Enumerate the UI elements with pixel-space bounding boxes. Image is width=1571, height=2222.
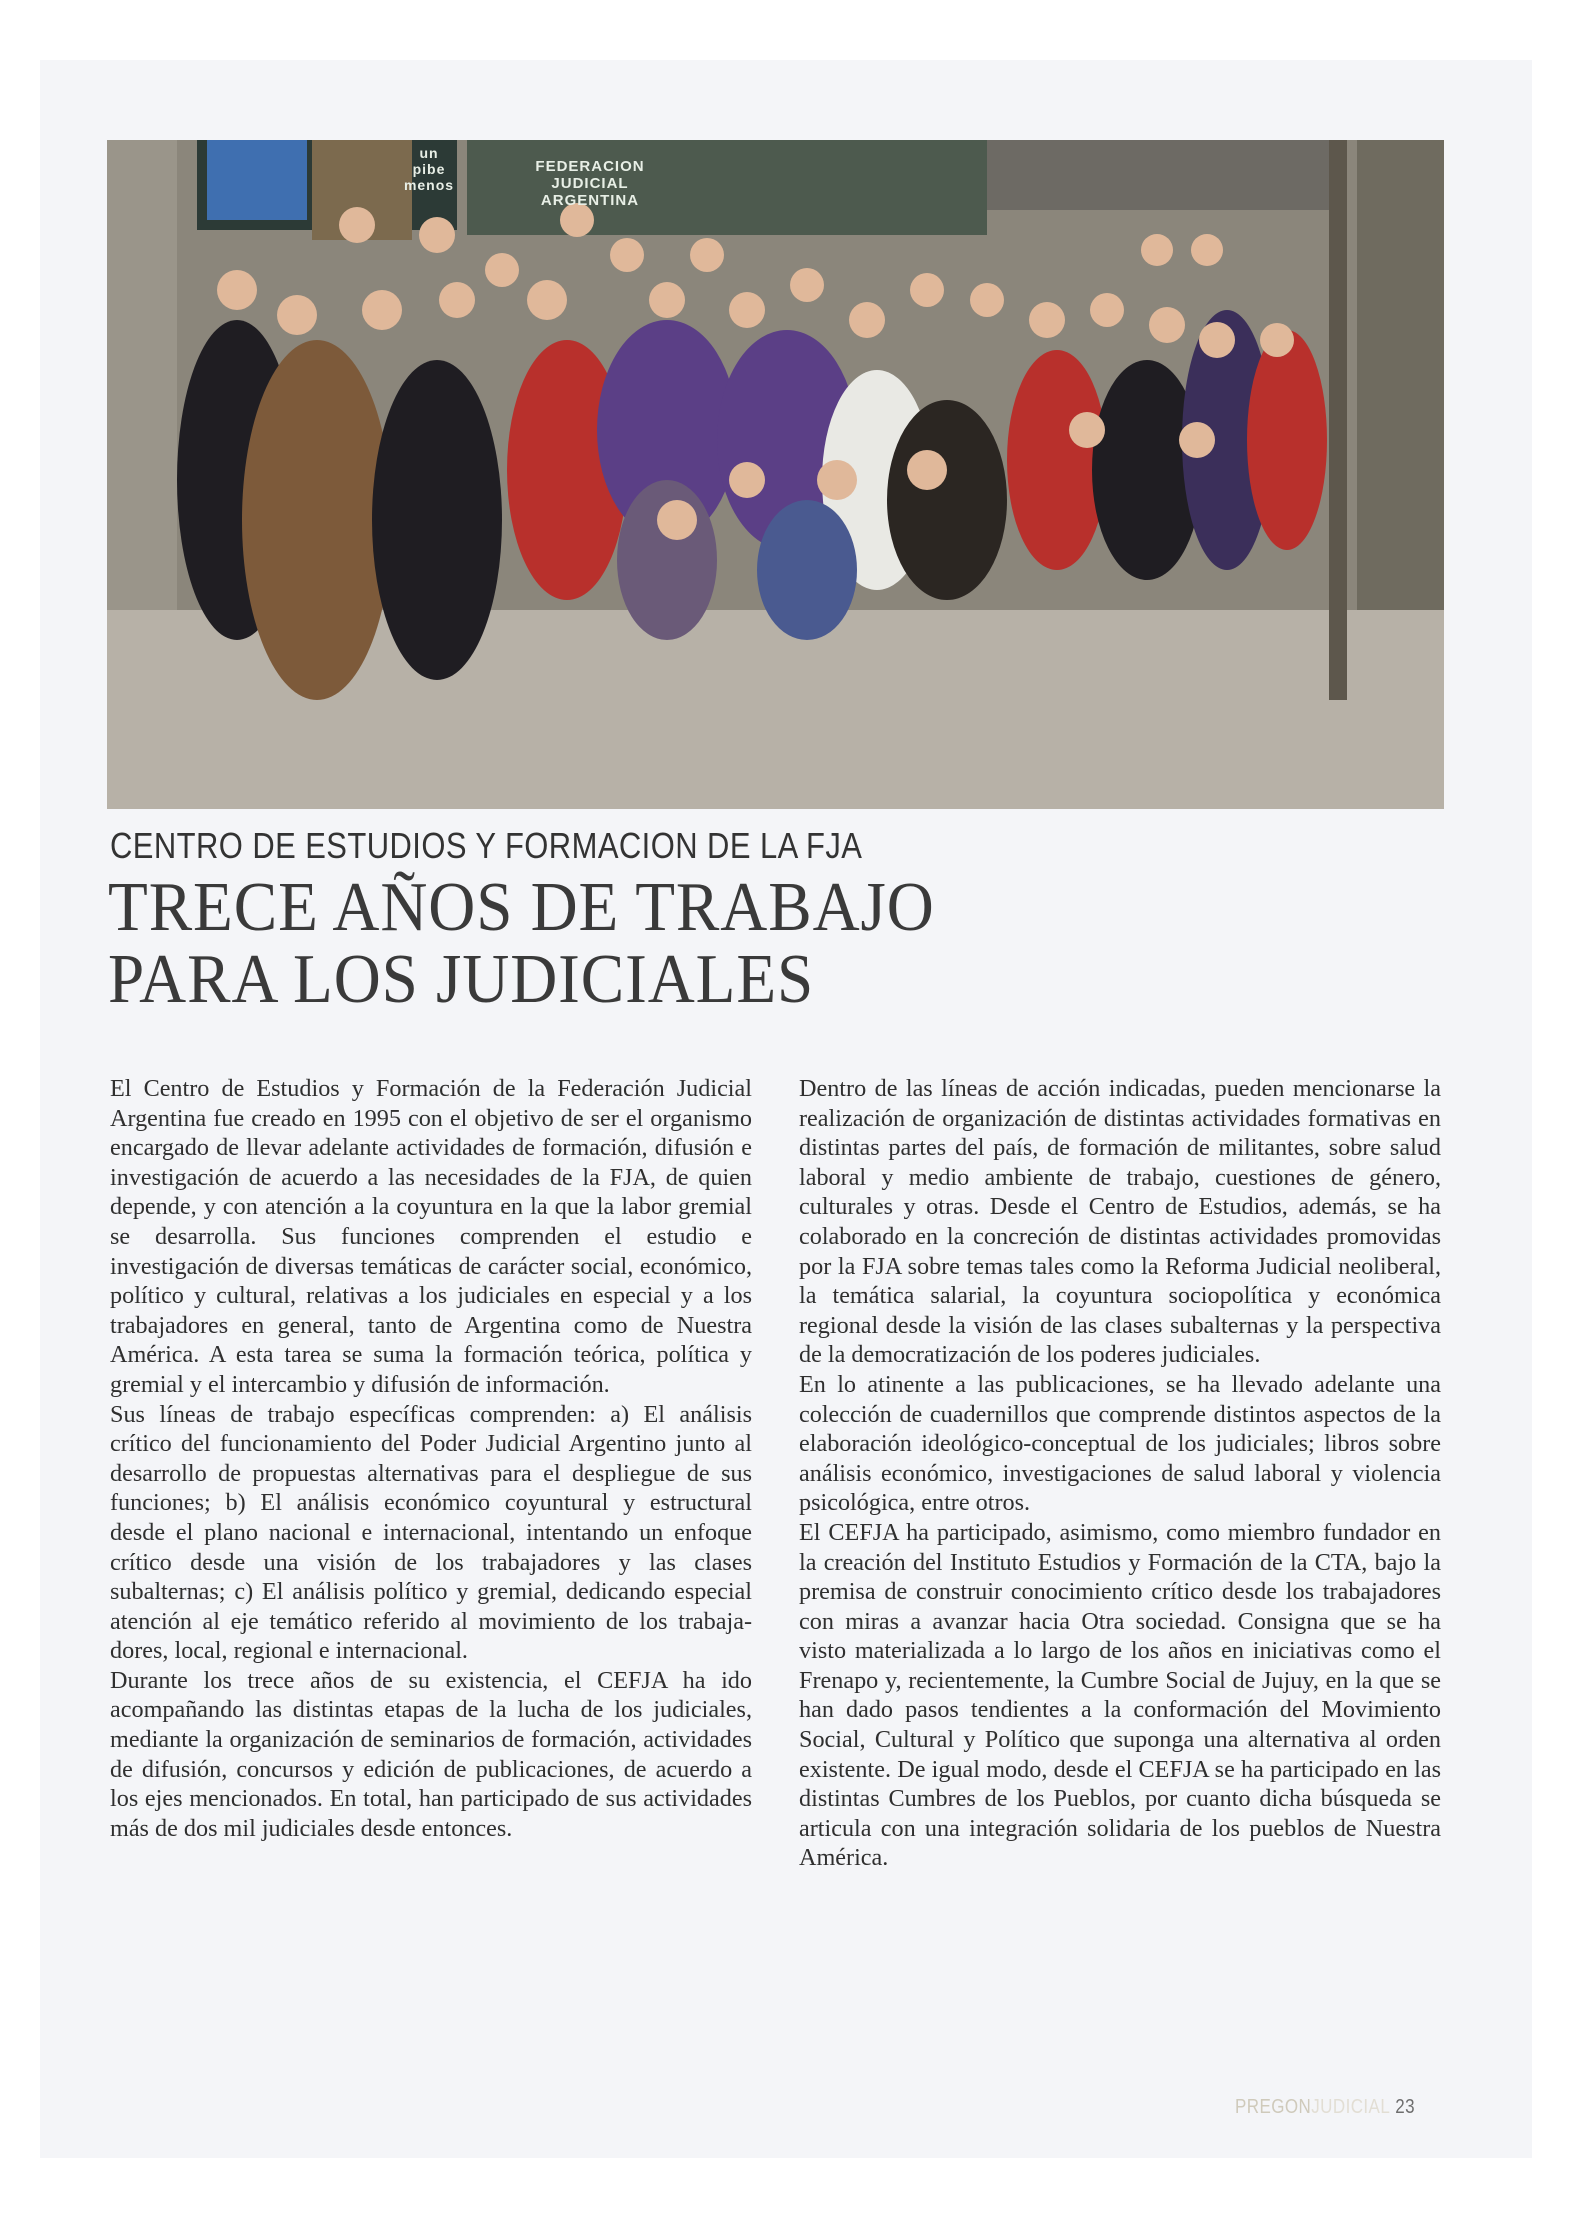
paragraph: El Centro de Estudios y Formación de la Federación Judicial Argentina fue creado en 1995 con el objetivo de ser el organismo encargado de llevar adelante actividades de formación, difusión e investigación de acuerdo a las necesidades de la FJA, de quien depende, y con atención a la coyuntura en la que la labor gremial se desarrolla. Sus funciones comprenden el estudio e investigación de diversas temáticas de carácter social, económico, político y cultural, relativas a los judiciales en especial y a los trabajadores en general, tanto de Argentina como de Nuestra América. A esta tarea se suma la formación teórica, política y gremial y el intercambio y difusión de información. [110,1075,752,1398]
magazine-page [40,60,1532,2158]
paragraph: Durante los trece años de su existencia, el CEFJA ha ido acompañando las distintas etapas de la lucha de los judiciales, mediante la organización de seminarios de formación, actividades de difusión, concursos y edición de publicaciones, de acuerdo a los ejes mencionados. En total, han participado de sus actividades más de dos mil judiciales desde entonces. [110,1666,752,1842]
paragraph: Dentro de las líneas de acción indicadas, pueden mencionarse la realización de organización de distintas actividades formativas en distintas partes del país, de formación de militantes, sobre salud laboral y medio ambiente de trabajo, cuestiones de género, culturales y otras. Desde el Centro de Estudios, además, se ha colaborado en la concreción de distintas actividades promovidas por la FJA sobre temas tales como la Reforma Judicial neoliberal, la temática salarial, la coyuntura sociopolítica y económica regional desde la visión de las clases subalternas y la perspectiva de la democratización de los poderes judiciales. [799,1075,1441,1369]
article-kicker: CENTRO DE ESTUDIOS Y FORMACION DE LA FJA [110,825,863,866]
footer-brand-judicial: JUDICIAL [1311,2096,1391,2118]
poster-text-line3: menos [403,177,455,193]
paragraph: Sus líneas de trabajo específicas comprenden: a) El análisis crítico del funcionamiento del Poder Judicial Argentino junto al desarrollo de propuestas alternativas para el despliegue de sus funciones; b) El análisis económico coyuntural y estructural desde el plano nacional e internacional, intentando un enfoque crítico desde una visión de los trabajadores y las clases subalternas; c) El análisis político y gremial, dedicando especial atención al eje temático referido al movimiento de los trabajadores, local, regional e internacional. [110,1400,752,1665]
footer-brand-pregon: PREGON [1235,2096,1312,2118]
article-headline [108,869,935,1018]
headline-line-1: TRECE AÑOS DE TRABAJO [108,869,935,946]
federation-sign-line2: ARGENTINA [540,192,640,209]
headline-line-2: PARA LOS JUDICIALES [108,941,815,1018]
federation-sign [500,158,680,209]
group-photo [107,140,1444,809]
info-poster [207,140,307,220]
group-photo-illustration [107,140,1444,809]
building-right [1357,140,1444,640]
page-footer [1235,2096,1415,2119]
paragraph: En lo atinente a las publicaciones, se ha llevado adelante una colección de cuadernillos que comprende distintos aspectos de la elaboración ideológico-conceptual de los judiciales; libros sobre análisis económico, investigaciones de salud laboral y violencia psicológica, entre otros. [799,1370,1441,1517]
article-column-right [799,1074,1441,1873]
poster-text-line2: pibe [412,161,446,177]
article-column-left [110,1074,752,1843]
metal-shutter [987,140,1347,210]
poster-text-line1: un [419,145,439,161]
federation-sign-line1: FEDERACION JUDICIAL [535,158,645,192]
page-number: 23 [1395,2096,1416,2118]
tree-trunk [1329,140,1347,700]
paragraph: El CEFJA ha participado, asimismo, como miembro fundador en la creación del Instituto Estudios y Formación de la CTA, bajo la premisa de construir conocimiento crítico desde los trabajadores con miras a avanzar hacia Otra sociedad. Consigna que se ha visto materializada a lo largo de los años en iniciativas como el Frenapo y, recientemente, la Cumbre Social de Jujuy, en la que se han dado pasos tendientes a la conformación del Movimiento Social, Cultural y Político que suponga una alternativa al orden existente. De igual modo, desde el CEFJA se ha participado en las distintas Cumbres de los Pueblos, por cuanto dicha búsqueda se articula con una integración solidaria de los pueblos de Nuestra América. [799,1518,1441,1872]
poster-text [399,145,459,193]
